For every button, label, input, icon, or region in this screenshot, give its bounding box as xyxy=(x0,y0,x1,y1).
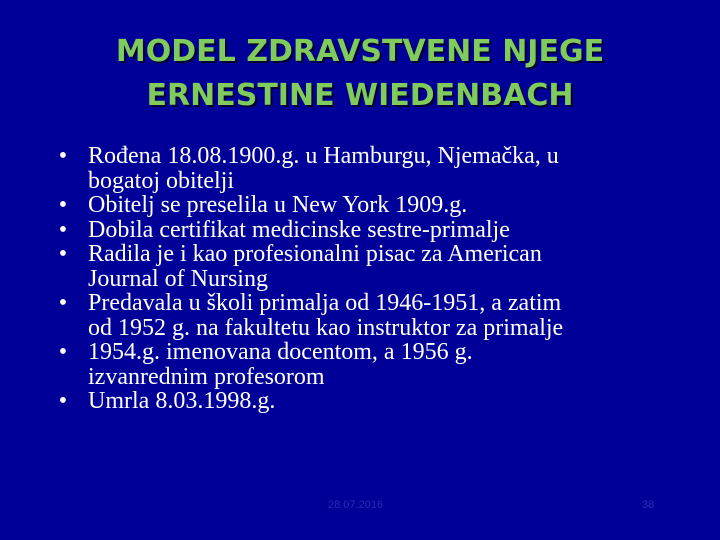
bullet-icon: • xyxy=(58,143,68,169)
list-item xyxy=(56,218,666,243)
list-item xyxy=(56,291,666,340)
list-item xyxy=(56,144,666,193)
bullet-text-line: Radila je i kao profesionalni pisac za American xyxy=(88,241,542,267)
bullet-icon: • xyxy=(58,216,68,243)
title-line-2: ERNESTINE WIEDENBACH xyxy=(146,78,574,113)
bullet-text-line: Obitelj se preselila u New York 1909.g. xyxy=(88,192,468,218)
bullet-icon: • xyxy=(58,192,68,218)
bullet-text-line: od 1952 g. na fakultetu kao instruktor za primalje xyxy=(88,314,564,341)
bullet-icon: • xyxy=(58,290,68,316)
bullet-icon: • xyxy=(58,339,68,365)
bullet-text-line: Umrla 8.03.1998.g. xyxy=(88,388,276,414)
footer-date: 28.07.2016 xyxy=(328,499,384,511)
bullet-text-line: izvanrednim profesorom xyxy=(88,363,325,390)
slide-title xyxy=(40,30,680,118)
list-item xyxy=(56,193,666,218)
bullet-icon: • xyxy=(58,241,68,267)
list-item xyxy=(56,242,666,291)
bullet-icon: • xyxy=(58,388,68,414)
bullet-list xyxy=(56,144,666,414)
title-line-1: MODEL ZDRAVSTVENE NJEGE xyxy=(115,34,605,69)
bullet-text-line: bogatoj obitelji xyxy=(88,167,234,194)
bullet-text-line: Journal of Nursing xyxy=(88,265,268,292)
bullet-text-line: Rođena 18.08.1900.g. u Hamburgu, Njemačka, u xyxy=(88,143,559,169)
bullet-text-line: Dobila certifikat medicinske sestre-primalje xyxy=(88,216,510,243)
bullet-text-line: 1954.g. imenovana docentom, a 1956 g. xyxy=(88,339,473,365)
list-item xyxy=(56,389,666,414)
bullet-text-line: Predavala u školi primalja od 1946-1951, a zatim xyxy=(88,290,562,316)
list-item xyxy=(56,340,666,389)
page-number: 38 xyxy=(642,499,655,511)
